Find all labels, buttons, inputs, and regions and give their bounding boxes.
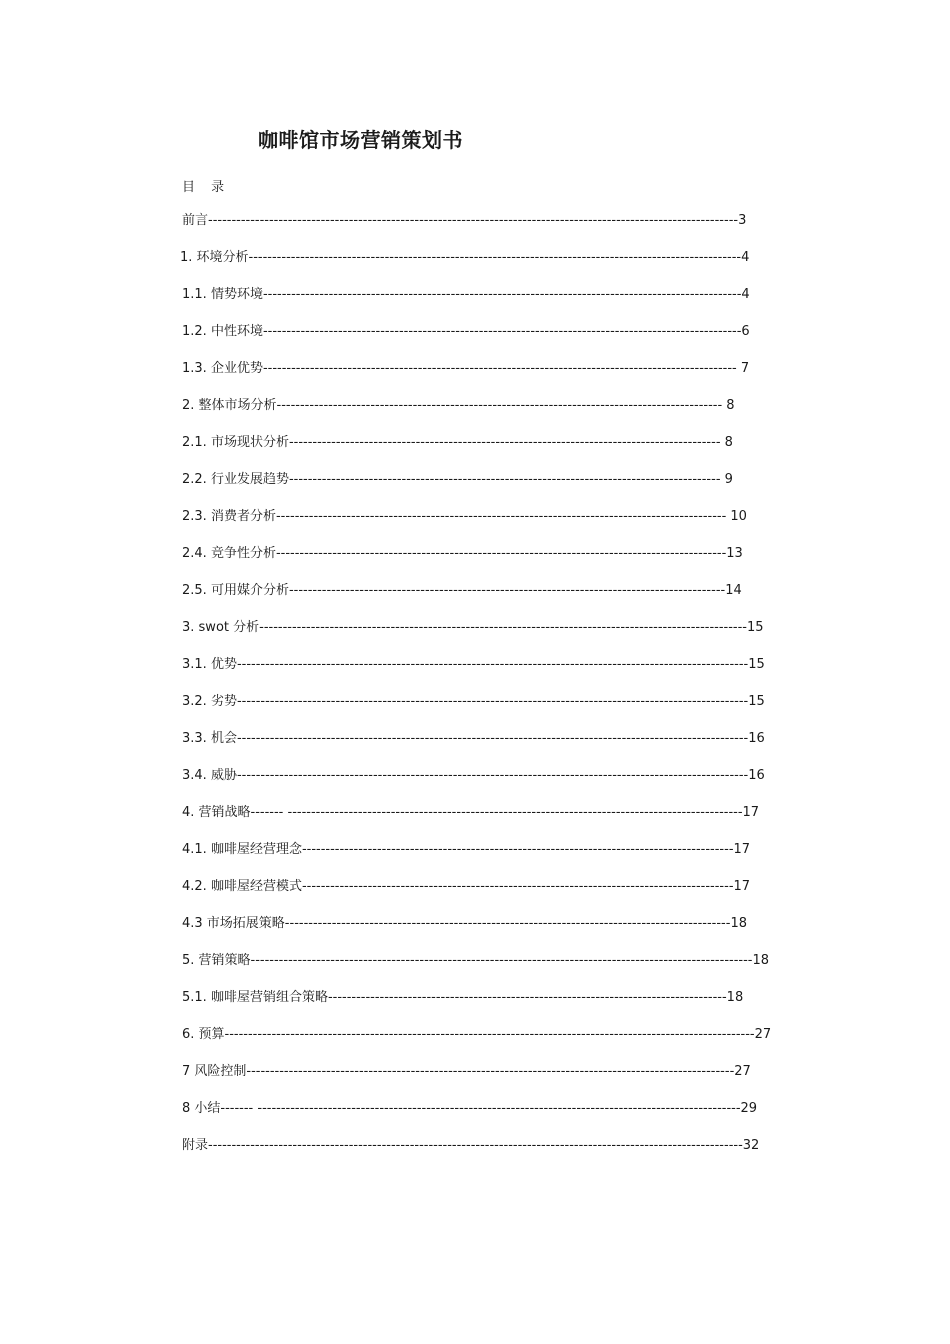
- toc-entry-2-1: 2.1. 市场现状分析-------------------------------------------------------------------------------------------- 8: [182, 435, 733, 450]
- toc-entry-5: 5. 营销策略-----------------------------------------------------------------------------------------------------------18: [182, 953, 770, 968]
- toc-entry-5-1: 5.1. 咖啡屋营销组合策略-------------------------------------------------------------------------------------18: [182, 990, 744, 1005]
- toc-entry-preface: 前言-----------------------------------------------------------------------------------------------------------------3: [182, 213, 747, 228]
- toc-entry-2-2: 2.2. 行业发展趋势-------------------------------------------------------------------------------------------- 9: [182, 472, 733, 487]
- toc-entry-1-1: 1.1. 情势环境------------------------------------------------------------------------------------------------------4: [182, 287, 750, 302]
- toc-entry-1-2: 1.2. 中性环境------------------------------------------------------------------------------------------------------6: [182, 324, 750, 339]
- toc-entry-8: 8 小结------- -------------------------------------------------------------------------------------------------------29: [182, 1101, 758, 1116]
- toc-entry-2: 2. 整体市场分析----------------------------------------------------------------------------------------------- 8: [182, 398, 735, 413]
- toc-entry-4-2: 4.2. 咖啡屋经营模式--------------------------------------------------------------------------------------------17: [182, 879, 751, 894]
- toc-entry-2-5: 2.5. 可用媒介分析---------------------------------------------------------------------------------------------14: [182, 583, 742, 598]
- toc-entry-7: 7 风险控制--------------------------------------------------------------------------------------------------------27: [182, 1064, 751, 1079]
- toc-entry-3-4: 3.4. 威胁-------------------------------------------------------------------------------------------------------------16: [182, 768, 765, 783]
- toc-entry-2-4: 2.4. 竞争性分析------------------------------------------------------------------------------------------------13: [182, 546, 743, 561]
- toc-entry-4-3: 4.3 市场拓展策略-----------------------------------------------------------------------------------------------18: [182, 916, 747, 931]
- toc-heading: 目 录: [182, 180, 231, 195]
- toc-entry-3: 3. swot 分析--------------------------------------------------------------------------------------------------------15: [182, 620, 764, 635]
- toc-entry-3-2: 3.2. 劣势-------------------------------------------------------------------------------------------------------------15: [182, 694, 765, 709]
- toc-entry-2-3: 2.3. 消费者分析------------------------------------------------------------------------------------------------ 10: [182, 509, 747, 524]
- document-title: 咖啡馆市场营销策划书: [258, 128, 463, 152]
- toc-entry-4: 4. 营销战略------- -------------------------------------------------------------------------------------------------17: [182, 805, 760, 820]
- toc-entry-6: 6. 预算-----------------------------------------------------------------------------------------------------------------27: [182, 1027, 772, 1042]
- toc-entry-appendix: 附录------------------------------------------------------------------------------------------------------------------32: [182, 1138, 760, 1153]
- toc-entry-4-1: 4.1. 咖啡屋经营理念--------------------------------------------------------------------------------------------17: [182, 842, 751, 857]
- toc-entry-1-3: 1.3. 企业优势----------------------------------------------------------------------------------------------------- 7: [182, 361, 750, 376]
- toc-entry-1: 1. 环境分析---------------------------------------------------------------------------------------------------------4: [180, 250, 750, 265]
- toc-entry-3-3: 3.3. 机会-------------------------------------------------------------------------------------------------------------16: [182, 731, 765, 746]
- toc-entry-3-1: 3.1. 优势-------------------------------------------------------------------------------------------------------------15: [182, 657, 765, 672]
